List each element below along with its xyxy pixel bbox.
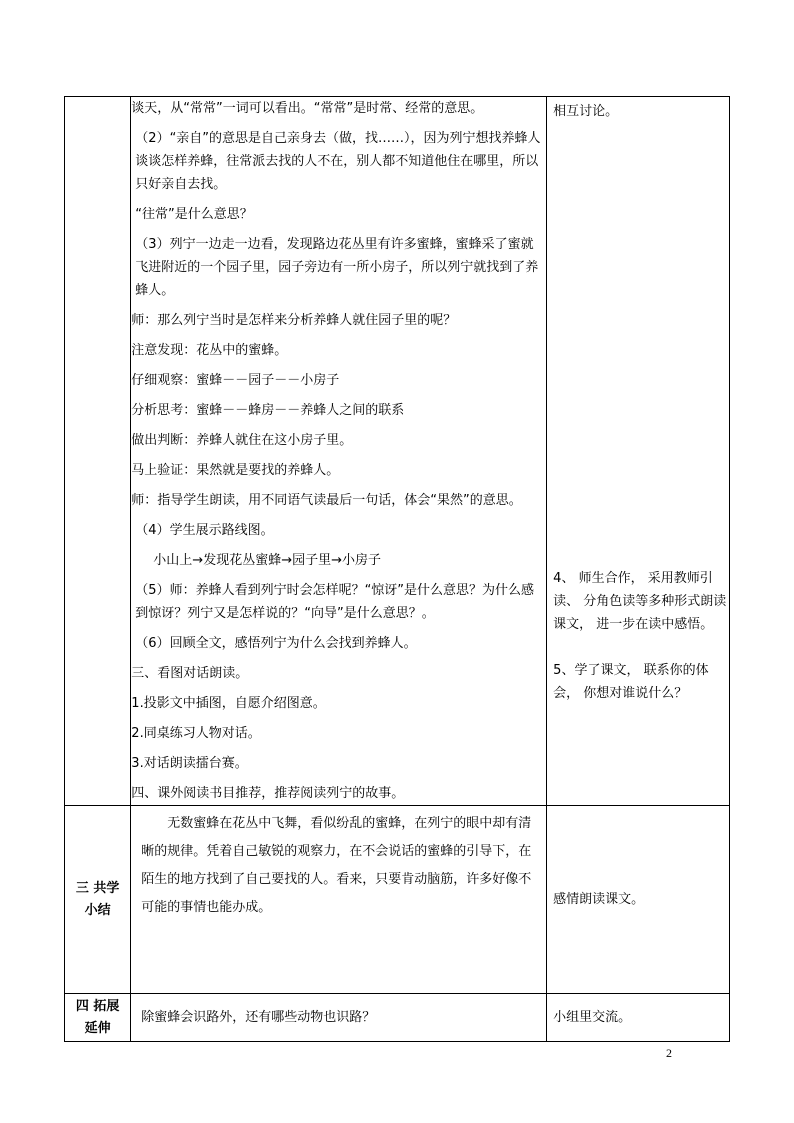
summary-text: 无数蜜蜂在花丛中飞舞，看似纷乱的蜜蜂，在列宁的眼中却有清晰的规律。凭着自己敏锐的观察力，在不会说话的蜜蜂的引导下，在陌生的地方找到了自己要找的人。看来，只要肯动脑筋，许多好像不可能的事情也能办成。: [141, 816, 532, 915]
process-paragraph: 谈天，从“常常”一词可以看出。“常常”是时常、经常的意思。: [131, 101, 484, 116]
process-paragraph: 师：指导学生朗读，用不同语气读最后一句话，体会“果然”的意思。: [131, 493, 522, 508]
table-row-summary: [65, 806, 730, 994]
teaching-process-cell: [131, 97, 547, 806]
summary-content-cell: [131, 806, 547, 994]
activity-text: 小组里交流。: [553, 1010, 632, 1025]
process-paragraph: （6）回顾全文，感悟列宁为什么会找到养蜂人。: [135, 636, 417, 651]
process-paragraph: 3.对话朗读擂台赛。: [131, 756, 248, 771]
stage-label-line: 小结: [84, 902, 111, 918]
stage-label-cell: [65, 806, 131, 994]
activity-text: 5、学了课文， 联系你的体会， 你想对谁说什么？: [553, 663, 709, 701]
stage-label-line: 三 共学: [75, 880, 120, 896]
process-paragraph: 做出判断：养蜂人就住在这小房子里。: [131, 433, 353, 448]
section-heading: 四、课外阅读书目推荐，推荐阅读列宁的故事。: [131, 786, 405, 801]
lesson-plan-table: [64, 96, 730, 1042]
process-paragraph: 分析思考：蜜蜂－－蜂房－－养蜂人之间的联系: [131, 403, 405, 418]
process-paragraph: 1.投影文中插图，自愿介绍图意。: [131, 696, 326, 711]
route-map-line: 小山上→发现花丛蜜蜂→园子里→小房子: [153, 553, 381, 568]
activity-text: 相互讨论。: [553, 104, 619, 119]
table-row-continued: [65, 97, 730, 806]
process-paragraph: （3）列宁一边走一边看，发现路边花丛里有许多蜜蜂，蜜蜂采了蜜就飞进附近的一个园子里，园子旁边有一所小房子，所以列宁就找到了养蜂人。: [135, 237, 539, 298]
extension-activity-cell: [547, 994, 730, 1042]
activity-text: 感情朗读课文。: [553, 892, 645, 907]
extension-text: 除蜜蜂会识路外，还有哪些动物也识路？: [141, 1010, 376, 1025]
process-paragraph: （4）学生展示路线图。: [135, 523, 274, 538]
stage-label: [65, 878, 130, 922]
student-activity-cell: [547, 97, 730, 806]
process-paragraph: 注意发现：花丛中的蜜蜂。: [131, 343, 288, 358]
process-paragraph: 师：那么列宁当时是怎样来分析养蜂人就住园子里的呢？: [131, 313, 457, 328]
stage-label-line: 四 拓展: [75, 998, 120, 1014]
stage-label-line: 延伸: [84, 1020, 111, 1036]
process-paragraph: （5）师：养蜂人看到列宁时会怎样呢？“惊讶”是什么意思？为什么感到惊讶？列宁又是怎样说的？“向导”是什么意思？。: [135, 583, 535, 621]
extension-content-cell: [131, 994, 547, 1042]
process-paragraph: （2）“亲自”的意思是自己亲身去（做，找……），因为列宁想找养蜂人谈谈怎样养蜂，往常派去找的人不在，别人都不知道他住在哪里，所以只好亲自去找。: [135, 131, 541, 192]
page-number: 2: [666, 1046, 672, 1060]
process-paragraph: 仔细观察：蜜蜂－－园子－－小房子: [131, 373, 340, 388]
table-row-extension: [65, 994, 730, 1042]
process-paragraph: 马上验证：果然就是要找的养蜂人。: [131, 463, 340, 478]
process-paragraph: “往常”是什么意思？: [135, 207, 253, 222]
summary-activity-cell: [547, 806, 730, 994]
process-paragraph: 2.同桌练习人物对话。: [131, 726, 261, 741]
stage-label: [65, 996, 130, 1040]
stage-label-cell-empty: [65, 97, 131, 806]
stage-label-cell: [65, 994, 131, 1042]
activity-text: 4、 师生合作， 采用教师引读、 分角色读等多种形式朗读课文， 进一步在读中感悟。: [553, 571, 727, 632]
section-heading: 三、看图对话朗读。: [131, 666, 249, 681]
